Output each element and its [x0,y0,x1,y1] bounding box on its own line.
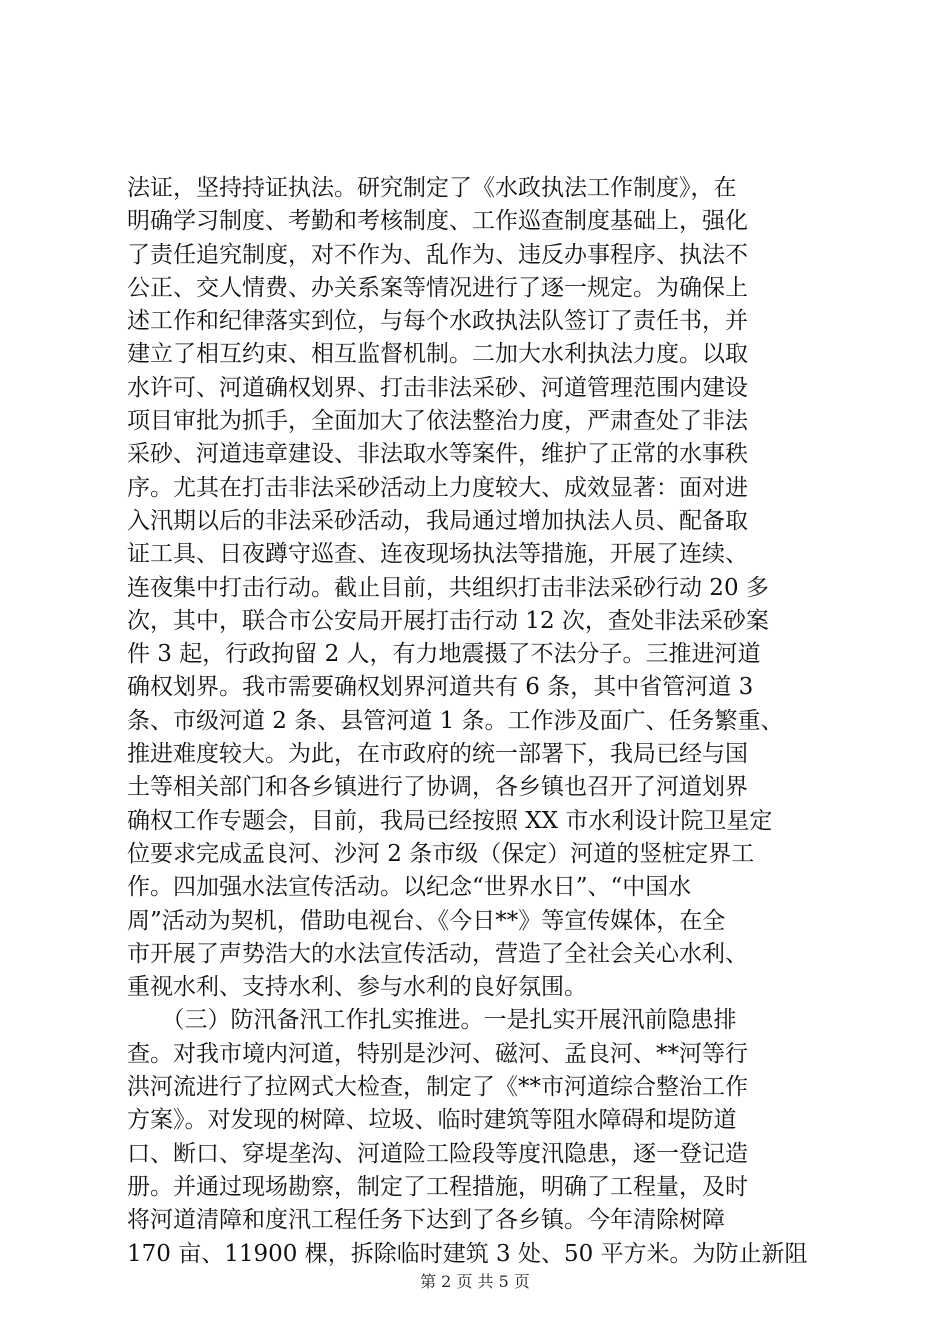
text-line: 序。尤其在打击非法采砂活动上力度较大、成效显著：面对进 [127,474,748,501]
text-line: 市开展了声势浩大的水法宣传活动，营造了全社会关心水利、 [127,940,748,967]
text-line: 述工作和纪律落实到位，与每个水政执法队签订了责任书，并 [127,308,748,335]
text-line: 将河道清障和度汛工程任务下达到了各乡镇。今年清除树障 [127,1207,725,1234]
text-line: 法证，坚持持证执法。研究制定了《水政执法工作制度》，在 [127,175,737,201]
text-line: 土等相关部门和各乡镇进行了协调，各乡镇也召开了河道划界 [127,774,748,801]
text-line: 周”活动为契机，借助电视台、《今日**》等宣传媒体，在全 [127,907,726,934]
text-line: 方案》。对发现的树障、垃圾、临时建筑等阻水障碍和堤防道 [127,1107,737,1134]
page-footer [0,1272,950,1292]
text-line: 建立了相互约束、相互监督机制。二加大水利执法力度。以取 [127,341,748,368]
text-line: 了责任追究制度，对不作为、乱作为、违反办事程序、执法不 [127,241,748,268]
page-number: 第 2 页 共 5 页 [420,1272,530,1291]
text-line: 重视水利、支持水利、参与水利的良好氛围。 [127,974,587,1001]
body-text [127,172,847,1271]
text-line: 口、断口、穿堤垄沟、河道险工险段等度汛隐患，逐一登记造 [127,1140,748,1167]
text-line: 件 3 起，行政拘留 2 人，有力地震摄了不法分子。三推进河道 [127,641,761,668]
text-line: 连夜集中打击行动。截止目前，共组织打击非法采砂行动 20 多 [127,574,769,601]
text-line: 采砂、河道违章建设、非法取水等案件，维护了正常的水事秩 [127,441,748,468]
text-line: 查。对我市境内河道，特别是沙河、磁河、孟良河、**河等行 [127,1040,748,1067]
text-line: 作。四加强水法宣传活动。以纪念“世界水日”、“中国水 [127,874,692,901]
text-line: 推进难度较大。为此，在市政府的统一部署下，我局已经与国 [127,741,748,768]
text-line: 项目审批为抓手，全面加大了依法整治力度，严肃查处了非法 [127,408,748,435]
text-line: 位要求完成孟良河、沙河 2 条市级（保定）河道的竖桩定界工 [127,840,755,867]
text-line: 确权划界。我市需要确权划界河道共有 6 条，其中省管河道 3 [127,674,754,701]
text-line: 确权工作专题会，目前，我局已经按照 XX 市水利设计院卫星定 [127,807,773,834]
text-line: 次，其中，联合市公安局开展打击行动 12 次，查处非法采砂案 [127,607,769,634]
text-line: 证工具、日夜蹲守巡查、连夜现场执法等措施，开展了连续、 [127,541,748,568]
text-line: 170 亩、11900 棵，拆除临时建筑 3 处、50 平方米。为防止新阻 [127,1240,808,1267]
text-line: 公正、交人情费、办关系案等情况进行了逐一规定。为确保上 [127,274,748,301]
text-line: 洪河流进行了拉网式大检查，制定了《**市河道综合整治工作 [127,1074,748,1101]
text-line: 入汛期以后的非法采砂活动，我局通过增加执法人员、配备取 [127,507,748,534]
text-line: 册。并通过现场勘察，制定了工程措施，明确了工程量，及时 [127,1173,748,1200]
text-line: 条、市级河道 2 条、县管河道 1 条。工作涉及面广、任务繁重、 [127,707,784,734]
text-line: 明确学习制度、考勤和考核制度、工作巡查制度基础上，强化 [127,208,748,235]
text-line: 水许可、河道确权划界、打击非法采砂、河道管理范围内建设 [127,374,748,401]
text-line: （三）防汛备汛工作扎实推进。一是扎实开展汛前隐患排 [127,1007,737,1034]
